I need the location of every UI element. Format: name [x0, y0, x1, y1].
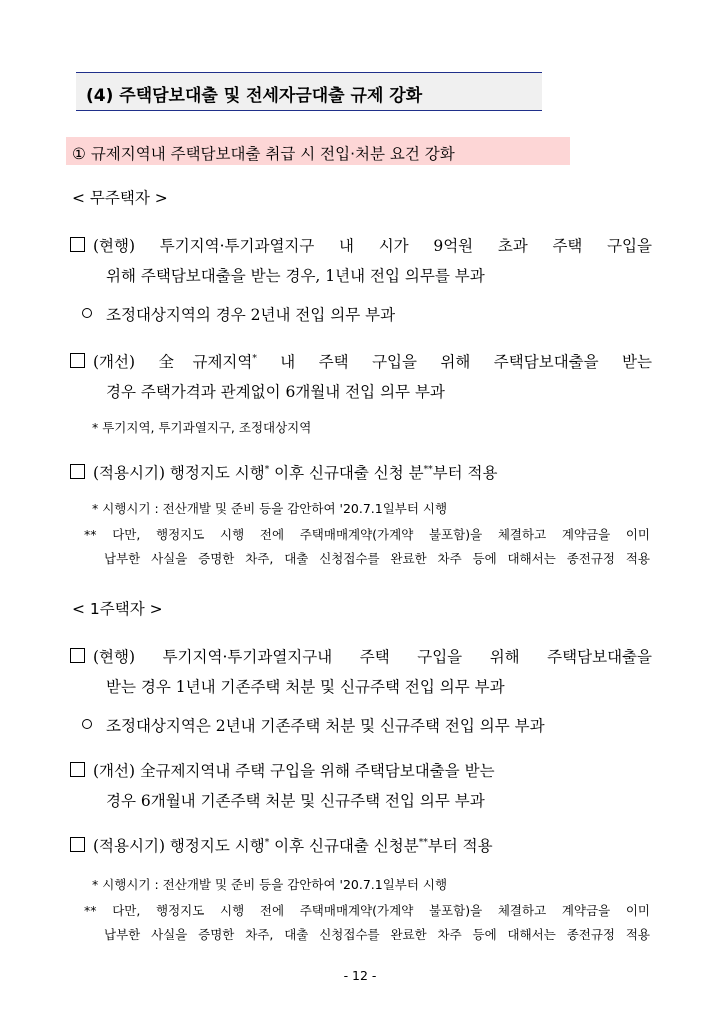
bullet-apply-timing-2: (적용시기) 행정지도 시행* 이후 신규대출 신청분**부터 적용 — [70, 834, 493, 856]
group-heading-one-home: < 1주택자 > — [72, 600, 163, 618]
revised-rule-2-line2: 경우 6개월내 기존주택 처분 및 신규주택 전입 의무 부과 — [106, 792, 485, 810]
bullet-revised-rule: (개선) 全규제지역* 내 주택 구입을 위해 주택담보대출을 받는 — [70, 350, 652, 372]
current-rule-line2: 위해 주택담보대출을 받는 경우, 1년내 전입 의무를 부과 — [106, 267, 485, 285]
footnote-2: ** 다만, 행정지도 시행 전에 주택매매계약(가계약 불포함)을 체결하고 계약금을 이미 — [84, 527, 650, 542]
current-rule-2-line2: 받는 경우 1년내 기존주택 처분 및 신규주택 전입 의무 부과 — [106, 678, 505, 696]
square-bullet-icon — [70, 353, 85, 368]
page-number: - 12 - — [343, 968, 377, 983]
footnote-1: * 시행시기 : 전산개발 및 준비 등을 감안하여 '20.7.1일부터 시행 — [92, 501, 448, 516]
square-bullet-icon — [70, 837, 85, 852]
square-bullet-icon — [70, 464, 85, 479]
circle-bullet-icon — [82, 308, 92, 318]
bullet-apply-timing: (적용시기) 행정지도 시행* 이후 신규대출 신청 분**부터 적용 — [70, 461, 497, 483]
section-title: (4) 주택담보대출 및 전세자금대출 규제 강화 — [86, 86, 423, 106]
square-bullet-icon — [70, 762, 85, 777]
footnote-2-1: * 시행시기 : 전산개발 및 준비 등을 감안하여 '20.7.1일부터 시행 — [92, 877, 448, 892]
circle-bullet-icon — [82, 719, 92, 729]
square-bullet-icon — [70, 237, 85, 252]
subsection-title: ① 규제지역내 주택담보대출 취급 시 전입·처분 요건 강화 — [72, 145, 455, 163]
footnote-2-2: ** 다만, 행정지도 시행 전에 주택매매계약(가계약 불포함)을 체결하고 계약금을 이미 — [84, 903, 650, 918]
group-heading-no-home: < 무주택자 > — [72, 189, 168, 207]
square-bullet-icon — [70, 648, 85, 663]
bullet-revised-rule-2: (개선) 全규제지역내 주택 구입을 위해 주택담보대출을 받는 — [70, 759, 495, 781]
revised-rule-line2: 경우 주택가격과 관계없이 6개월내 전입 의무 부과 — [106, 383, 445, 401]
revised-footnote: * 투기지역, 투기과열지구, 조정대상지역 — [92, 420, 312, 435]
footnote-2-line2: 납부한 사실을 증명한 차주, 대출 신청접수를 완료한 차주 등에 대해서는 종전규정 적용 — [104, 551, 650, 566]
bullet-current-rule — [70, 234, 652, 256]
sub-point: 조정대상지역의 경우 2년내 전입 의무 부과 — [82, 303, 395, 325]
footnote-2-2-line2: 납부한 사실을 증명한 차주, 대출 신청접수를 완료한 차주 등에 대해서는 종전규정 적용 — [104, 927, 650, 942]
sub-point-2: 조정대상지역은 2년내 기존주택 처분 및 신규주택 전입 의무 부과 — [82, 714, 545, 736]
bullet-current-rule-2: (현행) 투기지역·투기과열지구내 주택 구입을 위해 주택담보대출을 — [70, 645, 652, 667]
current-rule-line1: (현행) 투기지역·투기과열지구 내 시가 9억원 초과 주택 구입을 — [93, 237, 652, 255]
